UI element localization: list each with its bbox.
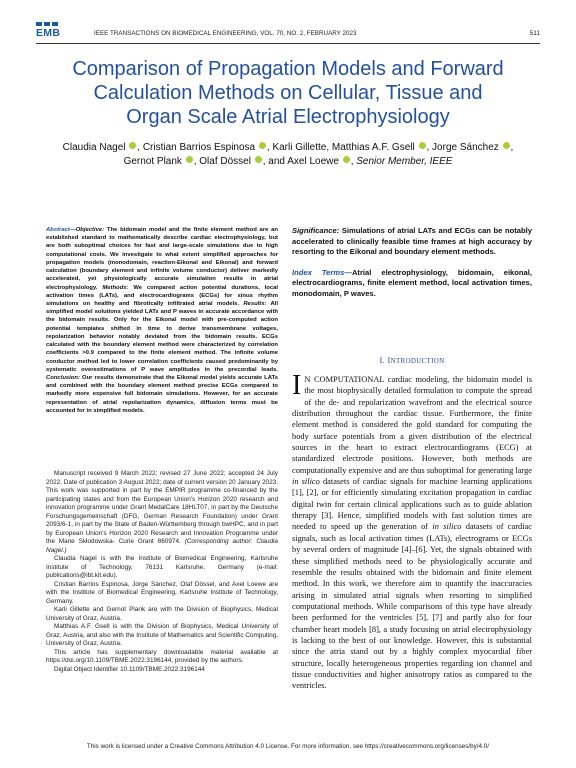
paper-title: Comparison of Propagation Models and Forward Calculation Methods on Cellular, Tissue and Organ Scale Atrial Electrophysiology (72, 58, 504, 128)
orcid-icon[interactable] (419, 142, 426, 149)
doi: Digital Object Identifier 10.1109/TBME.2022.3196144 (54, 665, 205, 673)
running-head: IEEE TRANSACTIONS ON BIOMEDICAL ENGINEERING, VOL. 70, NO. 2, FEBRUARY 2023 (94, 30, 357, 37)
orcid-icon[interactable] (255, 156, 262, 163)
author-line-1: Claudia Nagel , Cristian Barrios Espinosa , Karli Gillette, Matthias A.F. Gsell , Jorge Sánchez , (62, 142, 514, 153)
author-line-2: Gernot Plank , Olaf Dössel , and Axel Loewe , Senior Member, IEEE (123, 156, 453, 167)
index-terms: Index Terms—Atrial electrophysiology, bidomain, eikonal, electrocardiograms, finite element method, local activation times, monodomain, P waves. (292, 267, 532, 298)
section-heading-introduction: I. INTRODUCTION (379, 355, 445, 365)
supplementary-link[interactable]: This article has supplementary downloadable material available at https://doi.org/10.1109/TBME.2022.3196144, provided by the authors. (46, 648, 278, 664)
orcid-icon[interactable] (503, 142, 510, 149)
author-list (20, 141, 556, 169)
abstract: Abstract—Objective: The bidomain model and the finite element method are an established standard to mathematically describe cardiac electrophysiology, but are both suboptimal choices for fast and large-scale simulations due to high computational costs. We investigate to what extent simplified approaches for propagation models (monodomain, reaction-Eikonal and Eikonal) and forward calculation (boundary element and infinite volume conductor) deliver markedly accelerated, yet physiologically accurate simulation results in atrial electrophysiology. Methods: We compared action potential durations, local activation times (LATs), and electrocardiograms (ECGs) for sinus rhythm simulations on healthy and fibrotically infiltrated atrial models. Results: All simplified model solutions yielded LATs and P waves in accurate accordance with the bidomain results. Only for the Eikonal model with pre-computed action potential templates shifted in time to derive transmembrane voltages, repolarization behavior notably deviated from the bidomain results. ECGs calculated with the boundary element method were characterized by correlation coefficients >0.9 compared to the finite element method. The infinite volume conductor method led to lower correlation coefficients caused predominantly by systematic overestimations of P wave amplitudes in the precordial leads. Conclusion: Our results demonstrate that the Eikonal model yields accurate LATs and combined with the boundary element method precise ECGs compared to markedly more expensive full bidomain simulations. However, for an accurate representation of atrial repolarization dynamics, diffusion terms must be accounted for in simplified models. (46, 227, 279, 414)
header-rule (36, 43, 540, 44)
orcid-icon[interactable] (186, 156, 193, 163)
embs-logo-bars (36, 22, 58, 26)
page-number: 511 (529, 30, 540, 37)
author-role: Senior Member, IEEE (356, 156, 453, 167)
abstract-continuation: Significance: Simulations of atrial LATs and ECGs can be notably accelerated to clinically feasible time frames at high accuracy by resorting to the Eikonal and boundary element methods. Index Terms—Atrial electrophysiology, bidomain, eikonal, electrocardiograms, finite element method, local activation times, monodomain, P waves. (292, 226, 532, 298)
orcid-icon[interactable] (259, 142, 266, 149)
orcid-icon[interactable] (129, 142, 136, 149)
embs-logo: EMB (36, 27, 61, 39)
page-header (36, 29, 540, 43)
introduction-body: I N COMPUTATIONAL cardiac modeling, the bidomain model is the most biophysically detailed formulation to compute the spread of the de- and repolarization wavefront and the electrical source distribution throughout the cardiac tissue. Furthermore, the finite element method is considered the gold standard for computing the body surface potentials from a given distribution of the electrical sources in the heart to extract electrocardiograms (ECG) at standardized electrode positions. However, both methods are computationally expensive and are thus suboptimal for generating large in silico datasets of cardiac signals for machine learning applications [1], [2], or for efficiently simulating excitation propagation in cardiac digital twin for certain clinical applications such as to guide ablation therapy [3]. Hence, simplified models with fast solution times are needed to speed up the generation of in silico datasets of cardiac signals, such as local activation times (LATs), electrograms or ECGs by several orders of magnitude [4]–[6]. Yet, the signals obtained with these simplified methods need to be physiologically accurate and resemble the results obtained with the bidomain and finite element method. In this work, we therefore aim to quantify the inaccuracies arising in simulated atrial signals when resorting to simplified computational methods. While comparisons of this type have already been performed for the ventricles [5], [7] and partly also for four chamber heart models [8], a study focusing on atrial electrophysiology is lacking to the best of our knowledge. However, this is substantial since the atria stand out by a highly complex myocardial fiber structure, locally heterogeneous properties regarding ion channel and tissue conductivities and higher anisotropy ratios as compared to the ventricles. (292, 370, 532, 691)
orcid-icon[interactable] (343, 156, 350, 163)
license-notice[interactable]: This work is licensed under a Creative Commons Attribution 4.0 License. For more information, see https://creativecommons.org/licenses/by/4.0/ (86, 743, 490, 750)
footnote: Manuscript received 9 March 2022; revised 27 June 2022; accepted 24 July 2022. Date of publication 3 August 2022; date of current version 20 January 2023. This work was supported in part by the EMPIR programme co-financed by the participating states and from the European Union's Horizon 2020 research and innovation programme under Grant MedalCare 18HLT07, in part by the Deutsche Forschungsgemeinschaft (DFG, German Research Foundation) under Grant 2093/6-1, in part by the State of Baden-Württemberg through bwHPC, and in part by European Union's Horizon 2020 Research and Innovation Programme under the Marie Skłodowska- Curie Grant 860974. (Corresponding author: Claudia Nagel.) Claudia Nagel is with the Institute of Biomedical Engineering, Karlsruhe Institute of Technology, 76131 Karlsruhe, Germany (e-mail: publications@ibt.kit.edu). Cristian Barrios Espinosa, Jorge Sánchez, Olaf Dössel, and Axel Loewe are with the Institute of Biomedical Engineering, Karlsruhe Institute of Technology, Germany. Karli Gillette and Gernot Plank are with the Division of Biophysics, Medical University of Graz, Austria. Matthias A.F. Gsell is with the Division of Biophysics, Medical University of Graz, Austria, and also with the Institute of Mathematics and Scientific Computing, University of Graz, Austria. This article has supplementary downloadable material available at https://doi.org/10.1109/TBME.2022.3196144, provided by the authors. Digital Object Identifier 10.1109/TBME.2022.3196144 (46, 470, 278, 673)
drop-cap: I (292, 370, 302, 401)
abstract-column (46, 226, 278, 415)
